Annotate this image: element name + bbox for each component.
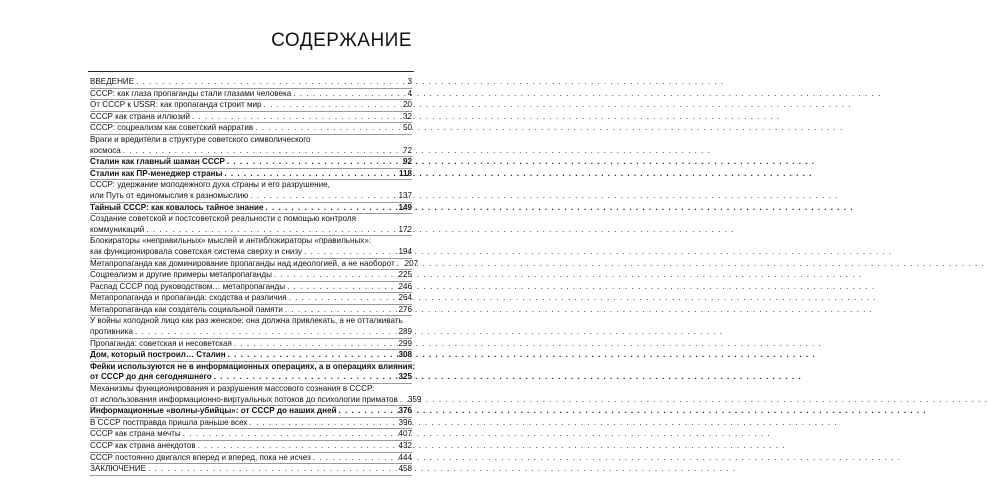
toc-dot-leader xyxy=(214,372,397,383)
toc-entry-row xyxy=(90,100,412,111)
toc-entry-title: как функционировала советская система сверху и снизу xyxy=(90,246,303,256)
toc-entry-title: Сталин как ПР-менеджер страны xyxy=(90,168,223,178)
toc-page-number: 207 xyxy=(404,258,419,268)
toc-entry-title-line: Враги и вредители в структуре советского символического xyxy=(90,134,311,144)
toc-entry-title: СССР: соцреализм как советский нарратив xyxy=(90,123,254,133)
toc-entry-row xyxy=(90,225,412,236)
toc-entry xyxy=(90,453,412,465)
toc-entry-row xyxy=(90,123,412,134)
toc-dot-leader xyxy=(224,169,397,180)
toc-entry xyxy=(90,135,412,157)
toc-entry-title: В СССР постправда пришла раньше всех xyxy=(90,417,248,427)
toc-entry-title: противника xyxy=(90,327,133,337)
toc-entry-title: Информационные «волны-убийцы»: от СССР до наших дней xyxy=(90,406,337,416)
toc-entry xyxy=(90,282,412,294)
toc-page-number: 4 xyxy=(407,88,412,98)
toc-dot-leader xyxy=(304,247,396,258)
toc-entry-row xyxy=(90,247,412,258)
toc-entry-row xyxy=(90,305,412,316)
toc-entry xyxy=(90,339,412,351)
toc-entry-title-line: Блокираторы «неправильных» мыслей и антиблокираторы «правильных»: xyxy=(90,236,372,246)
toc-page-number: 264 xyxy=(398,293,412,303)
toc-entry-title: от использования информационно-виртуальных потоков до психологии приматов xyxy=(90,394,398,404)
toc-entry xyxy=(90,316,412,338)
toc-dot-leader xyxy=(136,77,405,88)
toc-entry-row xyxy=(90,157,412,168)
toc-entry xyxy=(90,258,419,271)
toc-entry-title: Соцреализм и другие примеры метапропаганды xyxy=(90,270,272,280)
toc-entry-title: Распад СССР под руководством… метапропаганды xyxy=(90,281,286,291)
toc-entry-title: Дом, который построил… Сталин xyxy=(90,350,226,360)
toc-entry xyxy=(90,236,412,258)
toc-page-number: 194 xyxy=(398,246,412,256)
toc-entry xyxy=(90,89,412,101)
toc-page-number: 72 xyxy=(402,145,412,155)
toc-entry-row xyxy=(90,89,412,100)
toc-page-number: 276 xyxy=(398,304,412,314)
toc-page-number: 444 xyxy=(398,452,412,462)
toc-entry xyxy=(90,305,412,317)
toc-entry xyxy=(90,112,412,124)
toc-page-number: 3 xyxy=(407,77,412,86)
toc-entry-row xyxy=(90,327,412,338)
toc-page-number: 289 xyxy=(398,327,412,337)
toc-entry xyxy=(90,157,412,169)
toc-page-number: 50 xyxy=(402,123,412,133)
toc-dot-leader xyxy=(250,191,396,202)
toc-dot-leader xyxy=(148,464,396,475)
toc-entry xyxy=(90,100,412,112)
toc-entry-row xyxy=(90,418,412,429)
toc-entry xyxy=(90,203,412,215)
toc-entry-row xyxy=(90,191,412,202)
toc-dot-leader xyxy=(183,429,397,440)
toc-entry-row xyxy=(90,270,412,281)
toc-entry-title-line: Механизмы функционирования и разрушения массового сознания в СССР: xyxy=(90,384,375,394)
toc-page-number: 32 xyxy=(402,111,412,121)
toc-entry xyxy=(90,123,412,135)
page-title: СОДЕРЖАНИЕ xyxy=(271,30,412,51)
toc-entry-row xyxy=(90,203,412,214)
toc-entry-title: ВВЕДЕНИЕ xyxy=(90,77,135,86)
toc-entry-title: или Путь от единомыслия к разномыслию xyxy=(90,190,249,200)
toc-dot-leader xyxy=(228,350,397,361)
toc-entry-row xyxy=(90,394,422,406)
toc-page-number: 20 xyxy=(402,100,412,110)
toc-entry-title: От СССР к USSR: как пропаганда строит мир xyxy=(90,100,262,110)
toc-page-number: 308 xyxy=(398,350,412,360)
toc-page-number: 432 xyxy=(398,441,412,450)
toc-entry-row xyxy=(90,429,412,440)
toc-dot-leader xyxy=(234,339,397,350)
toc-entry xyxy=(90,169,412,181)
toc-entry-row xyxy=(90,339,412,350)
toc-entry xyxy=(90,384,422,406)
toc-entry-title: СССР как страна иллюзий xyxy=(90,111,190,121)
toc-dot-leader xyxy=(289,293,397,304)
toc-entry xyxy=(90,214,412,236)
toc-entry-title-line: Фейки используются не в информационных операциях, а в операциях влияния: xyxy=(90,361,416,371)
toc-page-number: 92 xyxy=(402,157,412,167)
toc-dot-leader xyxy=(135,327,397,338)
toc-dot-leader xyxy=(274,270,397,281)
toc-entry-title: Тайный СССР: как ковалось тайное знание xyxy=(90,202,264,212)
toc-entry-title: Пропаганда: советская и несоветская xyxy=(90,338,232,348)
toc-page-number: 225 xyxy=(398,270,412,280)
toc-page-number: 458 xyxy=(398,464,412,474)
toc-page-number: 376 xyxy=(398,406,412,416)
toc-dot-leader xyxy=(313,453,397,464)
toc-entry-row xyxy=(90,372,412,383)
toc-entry xyxy=(90,418,412,430)
toc-entry-title: СССР как страна анекдотов xyxy=(90,441,196,450)
toc-entry-row xyxy=(90,293,412,304)
toc-entry xyxy=(90,441,412,453)
toc-entry xyxy=(90,270,412,282)
toc-entry-title: СССР как страна мечты xyxy=(90,429,181,439)
toc-entry-title: от СССР до дня сегодняшнего xyxy=(90,372,212,382)
toc-page-number: 299 xyxy=(398,338,412,348)
toc-page-number: 396 xyxy=(398,417,412,427)
toc-entry xyxy=(90,464,412,476)
toc-entry-title-line: Создание советской и постсоветской реальности с помощью контроля xyxy=(90,214,356,224)
toc-dot-leader xyxy=(264,100,401,111)
toc-dot-leader xyxy=(192,112,401,123)
toc-page-number: 118 xyxy=(398,168,412,178)
toc-entry-title: Метапропаганда как доминирование пропаганды над идеологией, а не наоборот xyxy=(90,258,395,268)
toc-page-number: 172 xyxy=(398,224,412,234)
toc-entry-title: ЗАКЛЮЧЕНИЕ xyxy=(90,464,147,474)
toc-entry xyxy=(90,77,412,89)
toc-entry-title: Сталин как главный шаман СССР xyxy=(90,157,225,167)
toc-page-number: 359 xyxy=(407,394,422,404)
toc-entry xyxy=(90,429,412,441)
toc-entry-title: СССР постоянно двигался вперед и вперед, пока не исчез xyxy=(90,452,311,462)
toc-entry-title-line: СССР: удержание молодежного духа страны и его разрушение, xyxy=(90,180,330,190)
toc-dot-leader xyxy=(249,418,396,429)
toc-entry-title: коммуникаций xyxy=(90,224,145,234)
table-of-contents xyxy=(90,77,422,476)
toc-entry-row xyxy=(90,441,412,452)
toc-entry xyxy=(90,406,412,418)
toc-entry-title-line: У войны холодной лицо как раз женское: она должна привлекать, а не отталкивать xyxy=(90,316,403,326)
toc-entry xyxy=(90,350,412,362)
toc-page-number: 325 xyxy=(398,372,412,382)
toc-entry-row xyxy=(90,464,412,475)
toc-dot-leader xyxy=(146,225,396,236)
toc-entry-row xyxy=(90,453,412,464)
toc-entry-row xyxy=(90,169,412,180)
toc-dot-leader xyxy=(339,406,397,417)
toc-entry-title: СССР: как глаза пропаганды стали глазами человека xyxy=(90,88,292,98)
title-divider xyxy=(88,71,414,72)
toc-entry xyxy=(90,293,412,305)
toc-entry-row xyxy=(90,282,412,293)
toc-dot-leader xyxy=(400,395,406,406)
toc-dot-leader xyxy=(123,146,401,157)
toc-dot-leader xyxy=(266,203,397,214)
toc-entry-row xyxy=(90,77,412,88)
toc-dot-leader xyxy=(287,282,396,293)
toc-entry-title: космоса xyxy=(90,145,121,155)
toc-entry-row xyxy=(90,258,419,270)
toc-entry xyxy=(90,180,412,202)
toc-entry-title: Метапропаганда и пропаганда: сходства и различия xyxy=(90,293,287,303)
toc-dot-leader xyxy=(293,89,405,100)
toc-entry-row xyxy=(90,350,412,361)
toc-entry-title: Метапропаганда как создатель социальной памяти xyxy=(90,304,283,314)
toc-entry xyxy=(90,361,416,384)
toc-entry-row xyxy=(90,146,412,157)
toc-page-number: 246 xyxy=(398,281,412,291)
toc-page-number: 137 xyxy=(398,190,412,200)
toc-page-number: 149 xyxy=(398,202,412,212)
toc-dot-leader xyxy=(255,123,401,134)
toc-page-number: 407 xyxy=(398,429,412,439)
toc-entry-row xyxy=(90,112,412,123)
toc-dot-leader xyxy=(227,157,401,168)
toc-entry-row xyxy=(90,406,412,417)
toc-dot-leader xyxy=(285,305,397,316)
toc-dot-leader xyxy=(198,441,397,452)
toc-dot-leader xyxy=(397,259,403,270)
